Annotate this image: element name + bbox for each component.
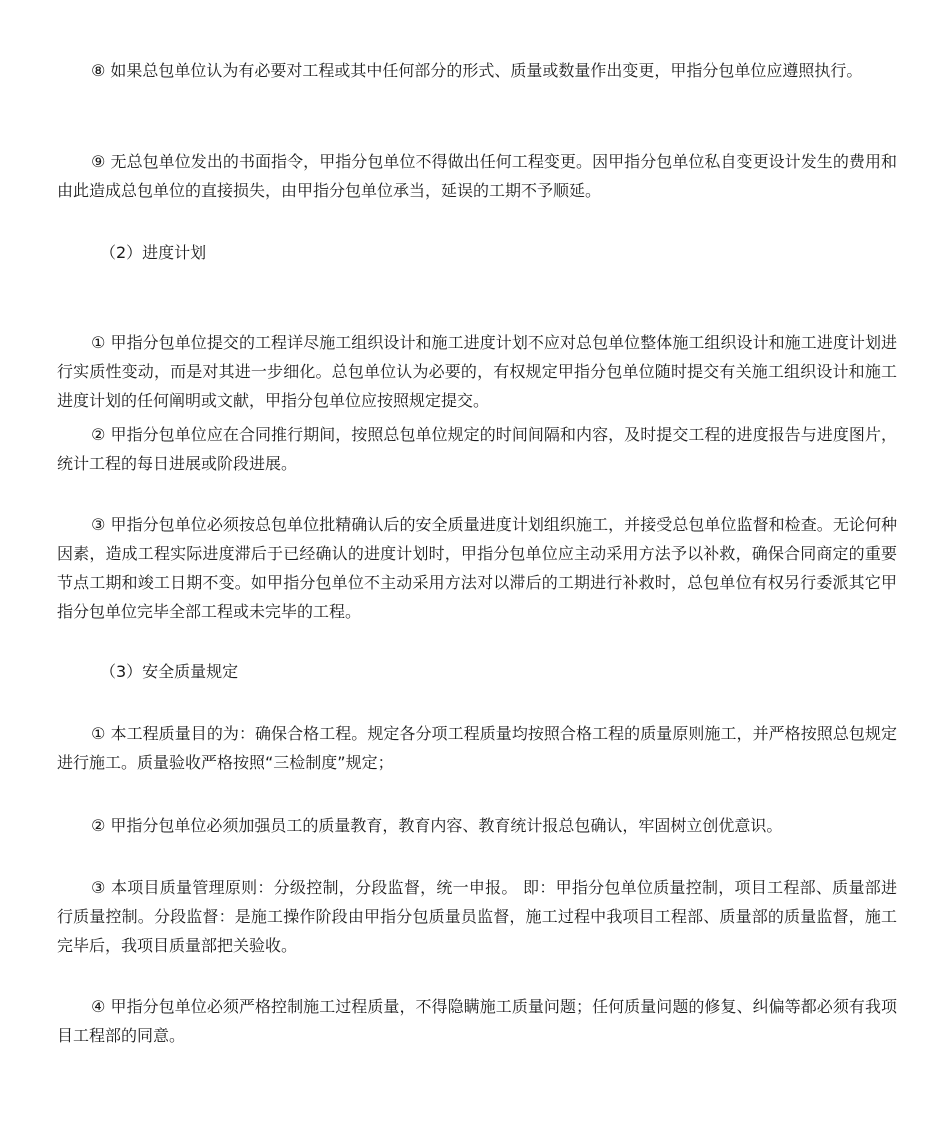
quality-item-3: ③ 本项目质量管理原则：分级控制，分段监督，统一申报。 即：甲指分包单位质量控制，项目工程部、质量部进行质量控制。分段监督：是施工操作阶段由甲指分包质量员监督，施工过程中我项目工程部、质量部的质量监督，施工完毕后，我项目质量部把关验收。: [57, 878, 897, 955]
section-heading-safety-quality: （3）安全质量规定: [100, 662, 239, 681]
schedule-item-2: ② 甲指分包单位应在合同推行期间，按照总包单位规定的时间间隔和内容，及时提交工程的进度报告与进度图片，统计工程的每日进展或阶段进展。: [57, 425, 897, 473]
quality-item-4: ④ 甲指分包单位必须严格控制施工过程质量，不得隐瞒施工质量问题；任何质量问题的修复、纠偏等都必须有我项目工程部的同意。: [57, 997, 897, 1045]
schedule-item-1: ① 甲指分包单位提交的工程详尽施工组织设计和施工进度计划不应对总包单位整体施工组织设计和施工进度计划进行实质性变动，而是对其进一步细化。总包单位认为必要的，有权规定甲指分包单位随时提交有关施工组织设计和施工进度计划的任何阐明或文献，甲指分包单位应按照规定提交。: [57, 333, 897, 410]
section-heading-schedule: （2）进度计划: [100, 243, 207, 262]
paragraph-8: ⑧ 如果总包单位认为有必要对工程或其中任何部分的形式、质量或数量作出变更，甲指分包单位应遵照执行。: [91, 61, 863, 80]
quality-item-2: ② 甲指分包单位必须加强员工的质量教育，教育内容、教育统计报总包确认，牢固树立创优意识。: [91, 816, 783, 835]
quality-item-1: ① 本工程质量目的为：确保合格工程。规定各分项工程质量均按照合格工程的质量原则施工，并严格按照总包规定进行施工。质量验收严格按照“三检制度”规定；: [57, 724, 897, 772]
schedule-item-3: ③ 甲指分包单位必须按总包单位批精确认后的安全质量进度计划组织施工，并接受总包单位监督和检查。无论何种因素，造成工程实际进度滞后于已经确认的进度计划时，甲指分包单位应主动采用方法予以补救，确保合同商定的重要节点工期和竣工日期不变。如甲指分包单位不主动采用方法对以滞后的工期进行补救时，总包单位有权另行委派其它甲指分包单位完毕全部工程或未完毕的工程。: [57, 515, 897, 621]
paragraph-9: ⑨ 无总包单位发出的书面指令，甲指分包单位不得做出任何工程变更。因甲指分包单位私自变更设计发生的费用和由此造成总包单位的直接损失，由甲指分包单位承当，延误的工期不予顺延。: [57, 152, 897, 200]
